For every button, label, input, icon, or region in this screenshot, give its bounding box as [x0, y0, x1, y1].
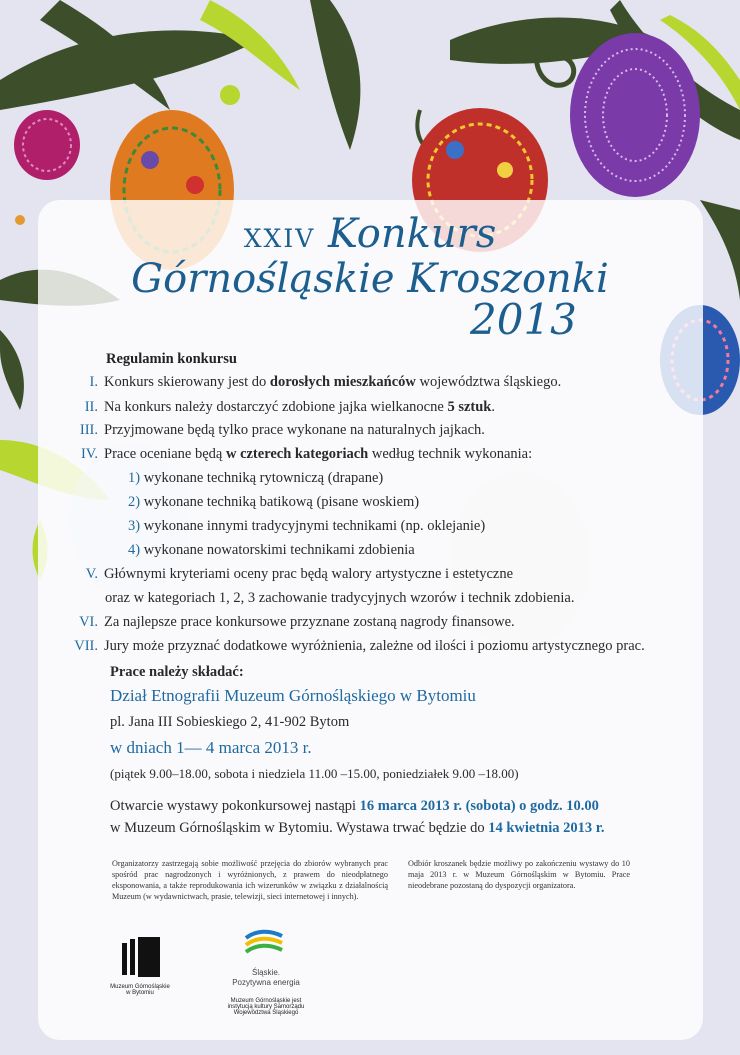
regulations-heading: Regulamin konkursu — [106, 351, 237, 367]
footer-left-note: Organizatorzy zastrzegają sobie możliwość przejęcia do zbiorów wybranych prac spośród prac nagrodzonych i wyróżnionych, z prawem do nieodpłatnego eksponowania, a także reprodukowania ich wizerunków w związku z działalnością Muzeum (w wydawnictwach, prasie, telewizji, sieci internetowej i innych). — [112, 859, 388, 901]
category-text: wykonane nowatorskimi technikami zdobienia — [143, 542, 415, 558]
title-line-1 — [0, 211, 740, 257]
exhibition-date: 16 marca 2013 r. (sobota) o godz. 10.00 — [359, 798, 599, 814]
rule-bold: dorosłych mieszkańców — [269, 374, 416, 390]
rule-text-end: województwa śląskiego. — [415, 374, 562, 390]
rule-text: Prace oceniane będą — [104, 446, 226, 462]
rule-number: IV. — [80, 446, 98, 462]
rule-continuation: oraz w kategoriach 1, 2, 3 zachowanie tradycyjnych wzorów i technik zdobienia. — [105, 590, 575, 606]
exhibition-line-2 — [110, 820, 605, 837]
rule-item — [0, 638, 645, 655]
rule-number: VII. — [74, 638, 98, 654]
museum-caption-line: w Bytomiu — [126, 990, 154, 996]
exhibition-text: Otwarcie wystawy pokonkursowej nastąpi — [110, 798, 360, 814]
submission-heading: Prace należy składać: — [110, 664, 244, 680]
museum-logo-caption — [100, 984, 180, 996]
rule-text-end: według technik wykonania: — [368, 446, 533, 462]
museum-caption-line: Muzeum Górnośląskie — [110, 984, 170, 990]
museum-logo-icon — [120, 935, 162, 979]
rule-number: III. — [79, 422, 98, 438]
category-text: wykonane techniką batikową (pisane woskiem) — [143, 494, 420, 510]
slaskie-logo-icon — [244, 928, 284, 960]
slaskie-caption-line: instytucją kultury Samorządu — [227, 1004, 305, 1010]
rule-text: Za najlepsze prace konkursowe przyznane zostaną nagrody finansowe. — [104, 614, 515, 630]
rule-text: Przyjmowane będą tylko prace wykonane na naturalnych jajkach. — [104, 422, 485, 438]
category-item — [128, 542, 415, 559]
submission-dates: w dniach 1— 4 marca 2013 r. — [110, 738, 312, 757]
category-number: 1) — [128, 470, 141, 486]
slaskie-caption — [216, 998, 316, 1016]
category-text: wykonane techniką rytowniczą (drapane) — [143, 470, 384, 486]
rule-item — [0, 422, 485, 439]
slaskie-caption-line: Województwa Śląskiego — [233, 1010, 299, 1016]
rule-item — [0, 446, 532, 463]
exhibition-line-1 — [110, 798, 599, 815]
rule-text: Jury może przyznać dodatkowe wyróżnienia, zależne od ilości i poziomu artystycznego prac. — [104, 638, 645, 654]
rule-bold: 5 sztuk — [447, 399, 492, 415]
category-item — [128, 494, 419, 511]
footer-right-note: Odbiór kroszanek będzie możliwy po zakończeniu wystawy do 10 maja 2013 r. w Muzeum Górnośląskim w Bytomiu. Prace nieodebrane pozostaną do dyspozycji organizatora. — [408, 859, 630, 890]
category-number: 2) — [128, 494, 141, 510]
category-number: 3) — [128, 518, 141, 534]
rule-item — [0, 614, 515, 631]
rule-text: Głównymi kryteriami oceny prac będą walory artystyczne i estetyczne — [104, 566, 514, 582]
slaskie-caption-line: Muzeum Górnośląskie jest — [230, 998, 302, 1004]
rule-text-end: . — [491, 399, 495, 415]
exhibition-end-date: 14 kwietnia 2013 r. — [488, 820, 605, 836]
submission-hours: (piątek 9.00–18.00, sobota i niedziela 11.00 –15.00, poniedziałek 9.00 –18.00) — [110, 766, 519, 781]
title-year: 2013 — [470, 295, 577, 344]
exhibition-text: w Muzeum Górnośląskim w Bytomiu. Wystawa trwać będzie do — [110, 820, 489, 836]
rule-number: II. — [84, 399, 98, 415]
rule-item — [0, 566, 513, 583]
rule-number: V. — [85, 566, 98, 582]
slaskie-brand: Śląskie. — [251, 968, 280, 977]
title-numeral: XXIV — [243, 224, 316, 253]
title-line-2: Górnośląskie Kroszonki — [131, 256, 609, 302]
slaskie-slogan: Pozytywna energia — [232, 978, 300, 987]
rule-text: Na konkurs należy dostarczyć zdobione jajka wielkanocne — [104, 399, 448, 415]
submission-address: pl. Jana III Sobieskiego 2, 41-902 Bytom — [110, 714, 350, 730]
category-item — [128, 470, 383, 487]
category-number: 4) — [128, 542, 141, 558]
title-konkurs: Konkurs — [327, 211, 497, 257]
submission-place: Dział Etnografii Muzeum Górnośląskiego w Bytomiu — [110, 686, 476, 705]
rule-item — [0, 374, 561, 391]
category-text: wykonane innymi tradycyjnymi technikami (np. oklejanie) — [143, 518, 486, 534]
rule-bold: w czterech kategoriach — [225, 446, 369, 462]
rule-text: Konkurs skierowany jest do — [104, 374, 270, 390]
rule-number: I. — [89, 374, 98, 390]
rule-number: VI. — [79, 614, 98, 630]
rule-item — [0, 399, 495, 416]
category-item — [128, 518, 485, 535]
